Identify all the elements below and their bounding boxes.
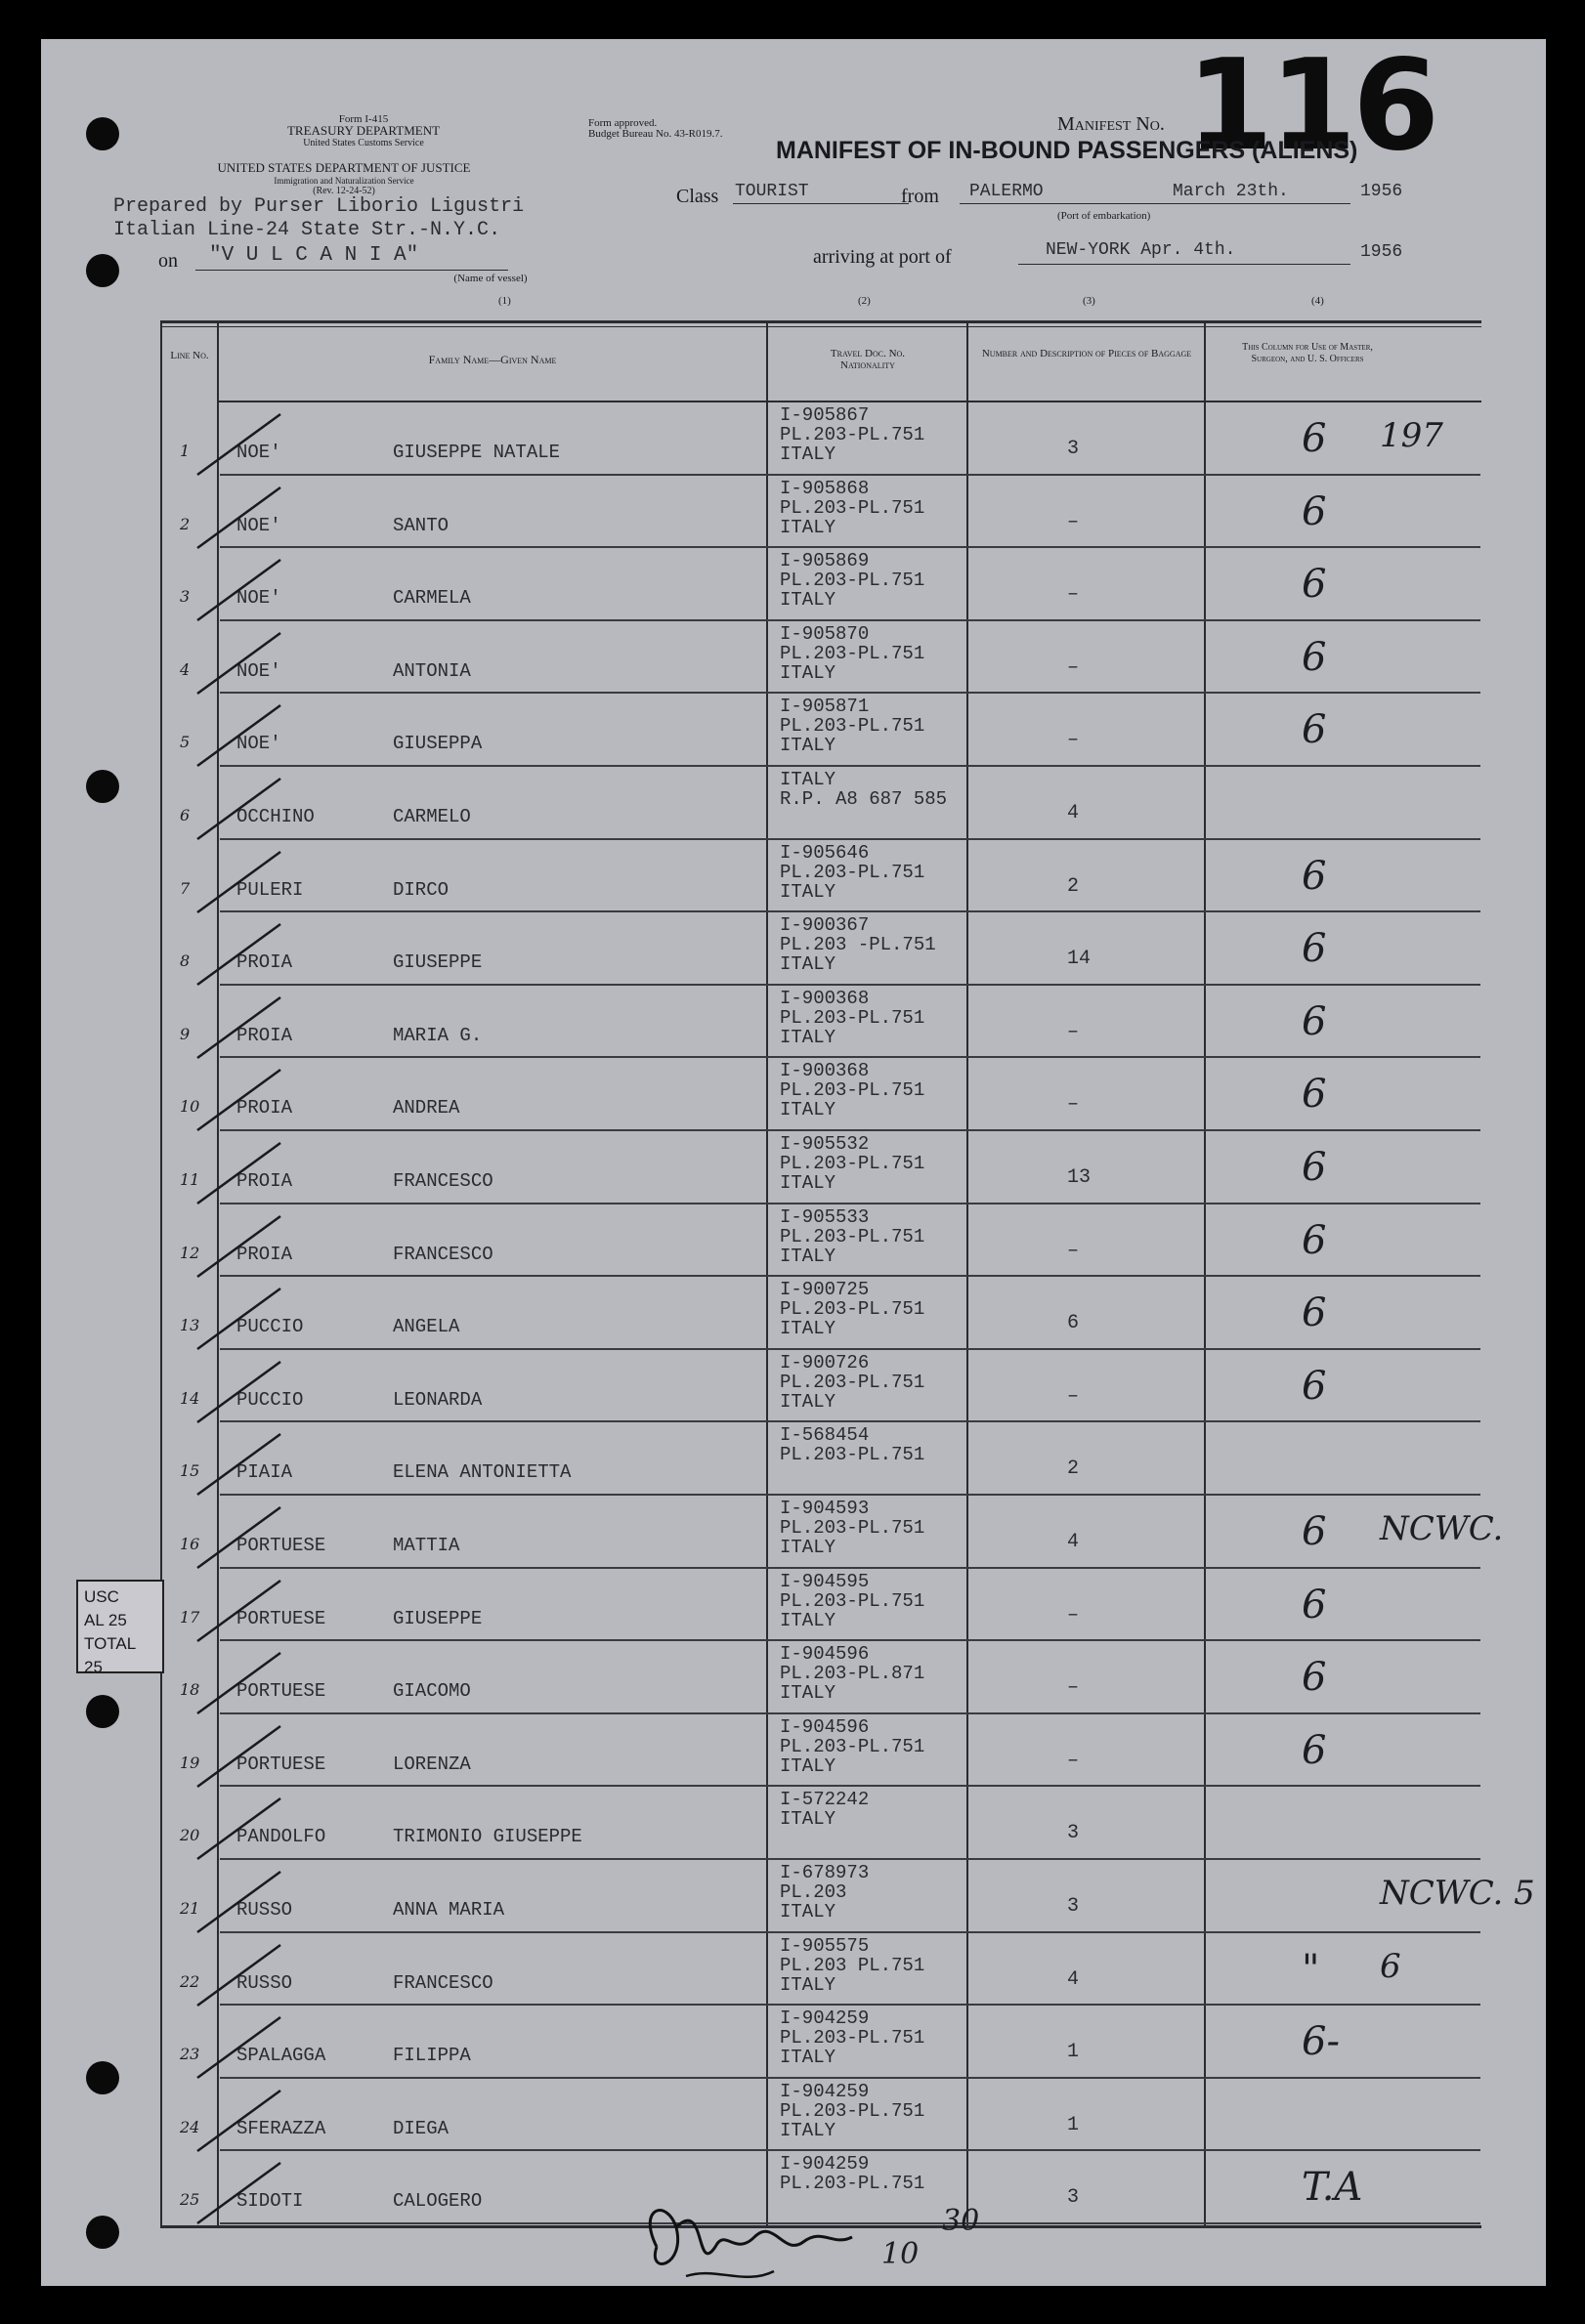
officer-mark: 6 [1302, 998, 1327, 1044]
row-divider [220, 910, 1480, 912]
given-name: MATTIA [393, 1535, 460, 1556]
family-name: RUSSO [236, 1899, 293, 1921]
given-name: DIRCO [393, 878, 450, 901]
arriving-year: 1956 [1360, 242, 1403, 262]
family-name: NOE' [236, 659, 281, 682]
row-divider [220, 838, 1480, 840]
line-number: 23 [180, 2045, 200, 2064]
family-name: SPALAGGA [236, 2045, 326, 2067]
officer-mark: 6 [1302, 926, 1327, 972]
travel-doc-law: PL.203-PL.751 [780, 715, 925, 738]
baggage-count: – [1067, 583, 1080, 607]
travel-doc-law: PL.203-PL.751 [780, 2173, 925, 2195]
travel-doc-number: I-678973 [780, 1862, 870, 1883]
given-name: MARIA G. [393, 1024, 483, 1046]
nationality: ITALY [780, 444, 836, 465]
baggage-count: 1 [1067, 2041, 1080, 2064]
line-number: 20 [180, 1826, 200, 1845]
nationality: ITALY [780, 1172, 836, 1194]
punch-hole [86, 770, 119, 803]
check-mark-icon [188, 2083, 305, 2161]
baggage-count: 13 [1067, 1166, 1092, 1189]
travel-doc-law: PL.203-PL.751 [780, 424, 925, 445]
officer-mark: " [1302, 1946, 1320, 1992]
baggage-count: 6 [1067, 1312, 1080, 1335]
family-name: OCCHINO [236, 806, 315, 827]
baggage-count: 3 [1067, 1895, 1080, 1918]
punch-hole [86, 254, 119, 287]
port-embark-caption: (Port of embarkation) [1057, 210, 1151, 222]
family-name: PORTUESE [236, 1535, 326, 1556]
line-number: 4 [180, 659, 191, 679]
given-name: CALOGERO [393, 2190, 483, 2213]
officer-mark: 6 [1302, 1509, 1327, 1554]
travel-doc-law: PL.203 [780, 1881, 847, 1903]
given-name: CARMELA [393, 587, 471, 610]
row-divider [220, 474, 1480, 476]
line-number: 5 [180, 733, 191, 752]
budget-bureau: Budget Bureau No. 43-R019.7. [588, 128, 723, 140]
travel-doc-law: PL.203 PL.751 [780, 1954, 925, 1976]
family-name: PULERI [236, 878, 304, 901]
header-baggage: Number and Description of Pieces of Baggage [981, 348, 1192, 359]
prepared-by: Prepared by Purser Liborio Ligustri [113, 195, 525, 218]
manifest-sheet [41, 33, 1546, 2286]
given-name: ANTONIA [393, 659, 471, 682]
officer-note: NCWC. [1380, 1509, 1504, 1548]
line-number: 10 [180, 1097, 200, 1117]
baggage-count: – [1067, 1020, 1080, 1043]
baggage-count: 3 [1067, 2186, 1080, 2210]
usc-stamp: USC AL 25 TOTAL 25 [76, 1580, 164, 1673]
officer-mark: 6 [1302, 416, 1327, 461]
travel-doc-number: I-904595 [780, 1570, 870, 1592]
baggage-count: – [1067, 655, 1080, 679]
officer-mark: 6 [1302, 853, 1327, 899]
family-name: NOE' [236, 514, 281, 536]
line-number: 3 [180, 587, 191, 607]
row-divider [220, 1712, 1480, 1714]
nationality: ITALY [780, 880, 836, 903]
line-number: 11 [180, 1170, 200, 1189]
baggage-count: 3 [1067, 438, 1080, 460]
given-name: GIUSEPPA [393, 733, 483, 755]
officer-mark: 6 [1302, 1582, 1327, 1627]
baggage-count: – [1067, 1093, 1080, 1117]
family-name: NOE' [236, 733, 281, 755]
header-travel-doc: Travel Doc. No. Nationality [830, 348, 906, 371]
row-divider [220, 1567, 1480, 1569]
officer-mark: 6 [1302, 1072, 1327, 1118]
doj-label: UNITED STATES DEPARTMENT OF JUSTICE [217, 160, 471, 175]
travel-doc-law: ITALY [780, 1808, 836, 1831]
from-label: from [901, 186, 939, 207]
travel-doc-number: I-900726 [780, 1351, 870, 1373]
given-name: GIUSEPPE [393, 951, 483, 974]
from-port: PALERMO [969, 182, 1044, 201]
col-num-3: (3) [1083, 295, 1095, 307]
form-number: Form I-415 [338, 113, 389, 125]
travel-doc-law: PL.203-PL.751 [780, 1589, 925, 1612]
baggage-count: 1 [1067, 2113, 1080, 2136]
check-mark-icon [188, 1062, 305, 1140]
travel-doc-number: I-904259 [780, 2007, 870, 2030]
travel-doc-law: PL.203-PL.751 [780, 1298, 925, 1321]
family-name: PIAIA [236, 1461, 293, 1484]
travel-doc-number: I-900367 [780, 914, 870, 937]
address: Italian Line-24 State Str.-N.Y.C. [113, 219, 501, 241]
family-name: PROIA [236, 1243, 293, 1265]
line-number: 6 [180, 806, 191, 824]
travel-doc-number: I-904596 [780, 1715, 870, 1738]
check-mark-icon [188, 1573, 305, 1651]
check-mark-icon [188, 1354, 305, 1432]
line-number: 8 [180, 951, 191, 971]
col-num-2: (2) [858, 295, 871, 307]
line-number: 1 [180, 442, 191, 460]
travel-doc-number: I-904259 [780, 2153, 870, 2176]
officer-mark: 6 [1302, 1363, 1327, 1409]
line-number: 7 [180, 878, 191, 898]
treasury-dept: TREASURY DEPARTMENT [286, 123, 441, 138]
check-mark-icon [188, 625, 305, 703]
line-number: 16 [180, 1535, 200, 1553]
nationality: ITALY [780, 589, 836, 612]
given-name: FRANCESCO [393, 1971, 493, 1994]
row-divider [220, 692, 1480, 694]
travel-doc-law: PL.203-PL.751 [780, 861, 925, 883]
officer-mark: 6 [1302, 562, 1327, 608]
ins-label: Immigration and Naturalization Service [274, 176, 414, 186]
family-name: PUCCIO [236, 1388, 304, 1411]
check-mark-icon [188, 1864, 305, 1942]
check-mark-icon [188, 1281, 305, 1359]
travel-doc-number: I-905646 [780, 841, 870, 864]
punch-hole [86, 2216, 119, 2249]
travel-doc-number: I-904259 [780, 2080, 870, 2102]
officer-mark: 6 [1302, 1290, 1327, 1336]
row-divider [220, 1056, 1480, 1058]
check-mark-icon [188, 2009, 305, 2088]
check-mark-icon [188, 1500, 305, 1578]
officer-mark: 6 [1302, 1217, 1327, 1263]
header-officers: This Column for Use of Master, Surgeon, and U. S. Officers [1242, 342, 1373, 364]
travel-doc-law: PL.203-PL.751 [780, 496, 925, 519]
travel-doc-number: I-905532 [780, 1133, 870, 1155]
check-mark-icon [188, 844, 305, 922]
check-mark-icon [188, 1208, 305, 1287]
travel-doc-law: PL.203-PL.751 [780, 1517, 925, 1539]
travel-doc-number: I-904596 [780, 1643, 870, 1666]
line-number: 22 [180, 1971, 200, 1991]
baggage-count: 4 [1067, 1531, 1080, 1553]
family-name: NOE' [236, 442, 281, 463]
given-name: LORENZA [393, 1753, 471, 1775]
revision: (Rev. 12-24-52) [313, 186, 375, 196]
family-name: PANDOLFO [236, 1826, 326, 1848]
check-mark-icon [188, 1718, 305, 1796]
row-divider [220, 2004, 1480, 2006]
nationality: ITALY [780, 1901, 836, 1923]
nationality: ITALY [780, 1754, 836, 1777]
travel-doc-number: I-905870 [780, 622, 870, 645]
row-divider [220, 1275, 1480, 1277]
row-divider [220, 619, 1480, 621]
officer-note: 6 [1380, 1946, 1401, 1986]
nationality: ITALY [780, 1099, 836, 1121]
given-name: GIACOMO [393, 1680, 471, 1703]
check-mark-icon [188, 1135, 305, 1213]
nationality: ITALY [780, 516, 836, 538]
given-name: ELENA ANTONIETTA [393, 1461, 572, 1484]
row-divider [220, 1494, 1480, 1496]
embark-date: March 23th. [1173, 182, 1289, 201]
given-name: GIUSEPPE NATALE [393, 442, 561, 463]
baggage-count: 4 [1067, 802, 1080, 824]
given-name: TRIMONIO GIUSEPPE [393, 1826, 582, 1848]
family-name: PROIA [236, 1170, 293, 1192]
line-number: 15 [180, 1461, 200, 1481]
nationality: ITALY [780, 1026, 836, 1048]
nationality: ITALY [780, 1390, 836, 1413]
punch-hole [86, 1695, 119, 1728]
travel-doc-law: PL.203-PL.751 [780, 1153, 925, 1174]
travel-doc-number: ITALY [780, 769, 836, 790]
officer-mark: 6 [1302, 1145, 1327, 1190]
nationality: ITALY [780, 735, 836, 757]
family-name: RUSSO [236, 1971, 293, 1994]
line-number: 21 [180, 1899, 200, 1918]
nationality: ITALY [780, 2119, 836, 2141]
family-name: PUCCIO [236, 1316, 304, 1338]
travel-doc-law: PL.203-PL.751 [780, 1225, 925, 1247]
row-divider [220, 546, 1480, 548]
check-mark-icon [188, 990, 305, 1068]
travel-doc-law: R.P. A8 687 585 [780, 788, 948, 810]
manifest-title: MANIFEST OF IN-BOUND PASSENGERS (ALIENS) [776, 137, 1358, 164]
class-value: TOURIST [735, 182, 809, 201]
travel-doc-number: I-900368 [780, 1060, 870, 1082]
family-name: PORTUESE [236, 1753, 326, 1775]
line-number: 2 [180, 514, 191, 533]
check-mark-icon [188, 406, 305, 485]
officer-mark: 6 [1302, 634, 1327, 680]
col-num-1: (1) [498, 295, 511, 307]
given-name: ANNA MARIA [393, 1899, 505, 1921]
line-number: 13 [180, 1316, 200, 1335]
row-divider [220, 2077, 1480, 2079]
baggage-count: – [1067, 1239, 1080, 1262]
line-number: 19 [180, 1753, 200, 1772]
travel-doc-law: PL.203-PL.751 [780, 642, 925, 664]
travel-doc-law: PL.203-PL.751 [780, 1371, 925, 1393]
family-name: PORTUESE [236, 1680, 326, 1703]
nationality: ITALY [780, 1682, 836, 1705]
officer-note: NCWC. 5 [1380, 1874, 1535, 1913]
vessel-name: "V U L C A N I A" [209, 244, 419, 267]
baggage-count: – [1067, 1676, 1080, 1700]
officer-mark: 6 [1302, 1727, 1327, 1773]
punch-hole [86, 117, 119, 150]
travel-doc-law: PL.203 -PL.751 [780, 934, 936, 956]
check-mark-icon [188, 771, 305, 849]
check-mark-icon [188, 1791, 305, 1869]
family-name: SFERAZZA [236, 2117, 326, 2139]
nationality: ITALY [780, 661, 836, 684]
header-name: Family Name—Given Name [428, 353, 557, 366]
row-divider [220, 1785, 1480, 1787]
nationality: ITALY [780, 1609, 836, 1631]
line-number: 25 [180, 2190, 200, 2210]
nationality: ITALY [780, 2047, 836, 2069]
family-name: PROIA [236, 1024, 293, 1046]
check-mark-icon [188, 1937, 305, 2015]
officer-mark: T.A [1302, 2165, 1363, 2211]
row-divider [220, 1348, 1480, 1350]
given-name: CARMELO [393, 806, 471, 827]
baggage-count: 2 [1067, 874, 1080, 898]
given-name: DIEGA [393, 2117, 450, 2139]
on-label: on [158, 250, 178, 272]
travel-doc-number: I-905533 [780, 1205, 870, 1228]
baggage-count: – [1067, 729, 1080, 752]
baggage-count: 4 [1067, 1967, 1080, 1991]
given-name: ANDREA [393, 1097, 460, 1120]
family-name: PROIA [236, 951, 293, 974]
travel-doc-law: PL.203-PL.751 [780, 1444, 925, 1466]
family-name: PORTUESE [236, 1607, 326, 1629]
class-label: Class [676, 186, 719, 207]
travel-doc-law: PL.203-PL.871 [780, 1663, 925, 1685]
travel-doc-number: I-572242 [780, 1789, 870, 1811]
check-mark-icon [188, 480, 305, 558]
nationality: ITALY [780, 1973, 836, 1996]
nationality: ITALY [780, 1537, 836, 1558]
check-mark-icon [188, 552, 305, 630]
travel-doc-law: PL.203-PL.751 [780, 570, 925, 592]
family-name: SIDOTI [236, 2190, 304, 2213]
arriving-port: NEW-YORK Apr. 4th. [1046, 240, 1236, 260]
travel-doc-law: PL.203-PL.751 [780, 1006, 925, 1029]
nationality: ITALY [780, 953, 836, 976]
given-name: ANGELA [393, 1316, 460, 1338]
row-divider [220, 765, 1480, 767]
given-name: GIUSEPPE [393, 1607, 483, 1629]
travel-doc-number: I-568454 [780, 1424, 870, 1447]
footer-mark-a: 10 [881, 2237, 920, 2271]
line-number: 9 [180, 1024, 191, 1043]
punch-hole [86, 2061, 119, 2094]
nationality: ITALY [780, 1318, 836, 1340]
officer-note: 197 [1380, 416, 1443, 455]
line-number: 24 [180, 2117, 200, 2136]
baggage-count: 2 [1067, 1458, 1080, 1481]
officer-mark: 6 [1302, 1655, 1327, 1701]
travel-doc-number: I-905575 [780, 1934, 870, 1957]
given-name: SANTO [393, 514, 450, 536]
travel-doc-number: I-905871 [780, 696, 870, 718]
given-name: FRANCESCO [393, 1243, 493, 1265]
row-divider [220, 2149, 1480, 2151]
row-divider [220, 1931, 1480, 1933]
check-mark-icon [188, 1645, 305, 1723]
officer-mark: 6 [1302, 488, 1327, 534]
row-divider [220, 1858, 1480, 1860]
check-mark-icon [188, 2155, 305, 2233]
row-divider [220, 1203, 1480, 1204]
travel-doc-law: PL.203-PL.751 [780, 1735, 925, 1757]
travel-doc-law: PL.203-PL.751 [780, 1079, 925, 1102]
arriving-label: arriving at port of [813, 246, 952, 268]
travel-doc-number: I-900725 [780, 1279, 870, 1301]
baggage-count: – [1067, 1603, 1080, 1627]
row-divider [220, 984, 1480, 986]
manifest-no-label: Manifest No. [1057, 113, 1165, 135]
family-name: NOE' [236, 587, 281, 610]
check-mark-icon [188, 1426, 305, 1504]
customs-service: United States Customs Service [303, 138, 424, 148]
row-divider [220, 1420, 1480, 1422]
header-line-no: Line No. [170, 350, 209, 361]
baggage-count: – [1067, 1384, 1080, 1408]
officer-mark: 6- [1302, 2019, 1340, 2065]
travel-doc-number: I-905868 [780, 477, 870, 499]
travel-doc-number: I-900368 [780, 987, 870, 1009]
travel-doc-number: I-905867 [780, 404, 870, 426]
baggage-count: 3 [1067, 1822, 1080, 1845]
line-number: 12 [180, 1243, 200, 1262]
manifest-number-stamp: 116 [1186, 33, 1436, 179]
line-number: 17 [180, 1607, 200, 1627]
baggage-count: – [1067, 1749, 1080, 1772]
line-number: 14 [180, 1388, 200, 1408]
given-name: FRANCESCO [393, 1170, 493, 1192]
baggage-count: 14 [1067, 948, 1092, 971]
form-approved: Form approved. [588, 117, 658, 129]
row-divider [220, 1639, 1480, 1641]
row-divider [220, 1129, 1480, 1131]
given-name: FILIPPA [393, 2045, 471, 2067]
nationality: ITALY [780, 1245, 836, 1267]
travel-doc-number: I-905869 [780, 550, 870, 572]
family-name: PROIA [236, 1097, 293, 1120]
col-num-4: (4) [1311, 295, 1324, 307]
check-mark-icon [188, 697, 305, 776]
baggage-count: – [1067, 510, 1080, 533]
vessel-caption: (Name of vessel) [453, 273, 528, 284]
travel-doc-law: PL.203-PL.751 [780, 2099, 925, 2122]
officer-mark: 6 [1302, 707, 1327, 753]
footer-mark-b: 30 [942, 2204, 980, 2238]
line-number: 18 [180, 1680, 200, 1700]
travel-doc-number: I-904593 [780, 1498, 870, 1519]
travel-doc-law: PL.203-PL.751 [780, 2027, 925, 2049]
embark-year: 1956 [1360, 182, 1403, 201]
given-name: LEONARDA [393, 1388, 483, 1411]
check-mark-icon [188, 916, 305, 994]
